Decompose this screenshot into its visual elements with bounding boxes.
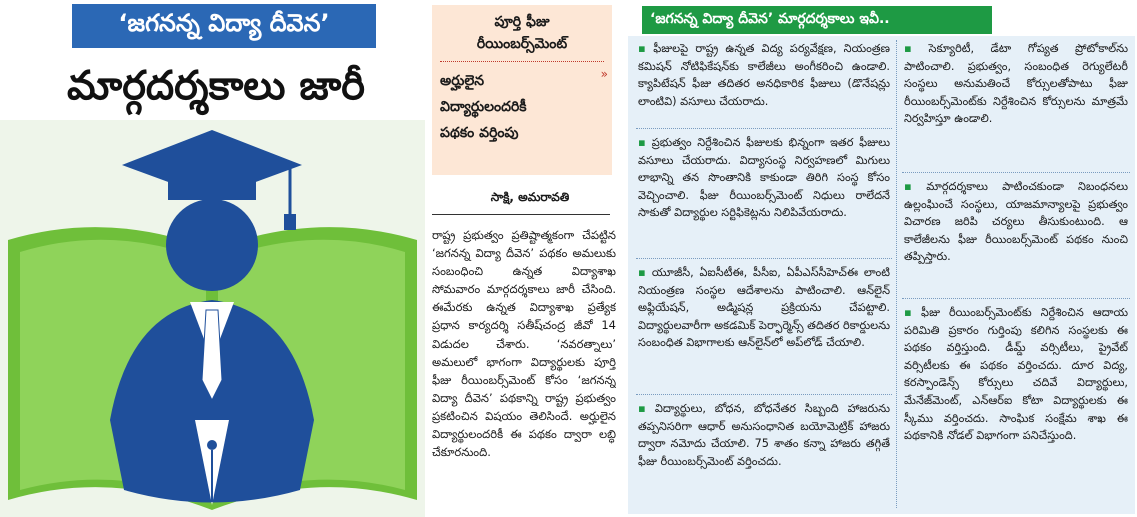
bullet-marker-icon: ▪: [638, 266, 648, 279]
arrow-icon: »: [600, 67, 608, 81]
graduate-book-illustration: [0, 120, 425, 517]
bullet-marker-icon: ▪: [904, 42, 925, 55]
bullet-marker-icon: ▪: [904, 180, 923, 193]
sub-header-line-2: రీయింబర్స్‌మెంట్: [476, 36, 568, 52]
guideline-text: విద్యార్థులు, బోధన, బోధనేతర సిబ్బంది హాజరును తప్పనిసరిగా ఆధార్ అనుసంధానిత బయోమెట్రిక్ హాజరు ద్వారా నమోదు చేయాలి. 75 శాతం కన్నా హాజరు తగ్గితే ఫీజు రీయింబర్స్‌మెంట్ వర్తించదు.: [638, 402, 890, 468]
sub-header-box: [432, 5, 612, 175]
guidelines-panel: [628, 36, 1135, 514]
guideline-bullet: [638, 134, 890, 254]
bullet-marker-icon: ▪: [904, 306, 918, 319]
guideline-text: మార్గదర్శకాలు పాటించకుండా నిబంధనలు ఉల్లంఘించే సంస్థలు, యాజమాన్యాలపై ప్రభుత్వం విచారణ జరిపి చర్యలు తీసుకుంటుంది. ఆ కాలేజీలను ఫీజు రీయింబర్స్‌మెంట్ పథకం నుంచి తప్పిస్తారు.: [904, 180, 1128, 264]
guideline-bullet: [638, 400, 890, 508]
bullet-divider: [902, 172, 1130, 173]
bullet-divider: [636, 258, 892, 259]
guideline-bullet: [904, 178, 1128, 294]
bullet-marker-icon: ▪: [638, 402, 651, 415]
sub-header-highlights: [440, 68, 604, 146]
bullet-divider: [636, 394, 892, 395]
page-headline: మార్గదర్శకాలు జారీ: [67, 63, 365, 109]
scheme-name-header: ‘జగనన్న విద్యా దీవెన’: [72, 4, 376, 48]
guideline-text: సెక్యూరిటీ, డేటా గోప్యత ప్రోటోకాల్‌ను పాటించాలి. ప్రభుత్వం, సంబంధిత రెగ్యులేటరీ సంస్థలు అనుమతించే కోర్సులతోపాటు ఫీజు రీయింబర్స్‌మెంట్‌కు నిర్దేశించిన కోర్సులను మాత్రమే నిర్వహిస్తూ ఉండాలి.: [904, 42, 1128, 126]
sub-header-highlight: అర్హులైన: [440, 73, 485, 89]
byline-rule: [432, 214, 610, 215]
guideline-bullet: [638, 40, 890, 124]
sub-header-highlight: పథకం వర్తింపు: [440, 125, 519, 141]
separator: [440, 61, 604, 62]
guideline-bullet: [904, 40, 1128, 168]
guideline-text: యూజీసీ, ఏఐసీటీఈ, పీసీఐ, ఏపీఎస్‌సీహెచ్‌ఈ లాంటి నియంత్రణ సంస్థల ఆదేశాలను పాటించాలి. ఆన్‌లైన్ అఫ్లియేషన్, అడ్మిషన్ల ప్రక్రియను చేపట్టాలి. విద్యార్థులవారీగా అకడమిక్ పెర్ఫార్మెన్స్ తదితర రికార్డులను సంబంధిత విభాగాలకు ఆన్‌లైన్‌లో అప్‌లోడ్ చేయాలి.: [638, 266, 890, 350]
guideline-bullet: [904, 304, 1128, 510]
bullet-marker-icon: ▪: [638, 42, 650, 55]
sub-header-line-1: పూర్తి ఫీజు: [494, 14, 550, 30]
guideline-bullet: [638, 264, 890, 388]
guideline-text: ప్రభుత్వం నిర్దేశించిన ఫీజులకు భిన్నంగా ఇతర ఫీజులు వసూలు చేయరాదు. విద్యాసంస్థ నిర్వహణలో మిగులు లాభాన్ని తన సొంతానికి కాకుండా తిరిగి సంస్థ కోసం వెచ్చించాలి. ఫీజు రీయింబర్స్‌మెంట్ నిధులు రాలేదనే సాకుతో విద్యార్థుల సర్టిఫికెట్లను నిలిపివేయరాదు.: [638, 136, 890, 220]
bullet-divider: [902, 298, 1130, 299]
article-body: రాష్ట్ర ప్రభుత్వం ప్రతిష్టాత్మకంగా చేపట్టిన ‘జగనన్న విద్యా దీవెన’ పథకం అమలుకు సంబంధించి ఉన్నత విద్యాశాఖ సోమవారం మార్గదర్శకాలు జారీ చేసింది. ఈమేరకు ఉన్నత విద్యాశాఖ ప్రత్యేక ప్రధాన కార్యదర్శి సతీష్‌చంద్ర జీవో 14 విడుదల చేశారు. ‘నవరత్నాలు’ అమలులో భాగంగా విద్యార్థులకు పూర్తి ఫీజు రీయింబర్స్‌మెంట్ కోసం ‘జగనన్న విద్యా దీవెన’ పథకాన్ని రాష్ట్ర ప్రభుత్వం ప్రకటించిన విషయం తెలిసిందే. అర్హులైన విద్యార్థులందరికీ ఈ పథకం ద్వారా లబ్ధి చేకూరనుంది.: [432, 228, 616, 460]
sub-header-highlight: విద్యార్థులందరికీ: [440, 99, 527, 115]
column-divider: [896, 40, 897, 508]
guideline-text: ఫీజు రీయింబర్స్‌మెంట్‌కు నిర్దేశించిన ఆదాయ పరిమితి ప్రకారం గుర్తింపు కలిగిన సంస్థలకు ఈ పథకం వర్తిస్తుంది. డీమ్డ్ వర్సిటీలు, ప్రైవేట్ వర్సిటీలకు ఈ పథకం వర్తించదు. దూర విద్య, కరస్పాండెన్స్ కోర్సులు చదివే విద్యార్థులు, మేనేజ్‌మెంట్, ఎన్‌ఆర్‌ఐ కోటా విద్యార్థులకు ఈ స్కీము వర్తించదు. సాంఘిక సంక్షేమ శాఖ ఈ పథకానికి నోడల్ విభాగంగా పనిచేస్తుంది.: [904, 306, 1128, 443]
bullet-divider: [636, 128, 892, 129]
byline: సాక్షి, అమరావతి: [490, 190, 570, 204]
guidelines-banner: ‘జగనన్న విద్యా దీవెన’ మార్గదర్శకాలు ఇవీ..: [642, 6, 992, 34]
bullet-marker-icon: ▪: [638, 136, 648, 149]
guideline-text: ఫీజులపై రాష్ట్ర ఉన్నత విద్య పర్యవేక్షణ, నియంత్రణ కమిషన్ నోటిఫికేషన్‌కు కాలేజీలు అంగీకరించి ఉండాలి. క్యాపిటేషన్ ఫీజు తదితర అనధికారిక ఫీజులు (డొనేషన్లు లాంటివి) వసూలు చేయరాదు.: [638, 42, 890, 108]
